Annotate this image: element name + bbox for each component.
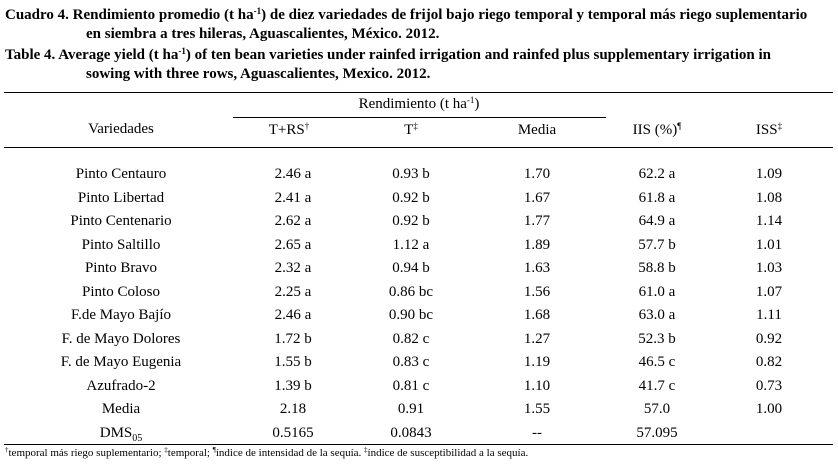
cell-iis: 61.0 a	[638, 283, 676, 300]
cell-t: 0.82 c	[392, 330, 430, 347]
cell-t: 1.12 a	[392, 236, 430, 253]
cell-trs: 2.65 a	[274, 236, 312, 253]
cell-t: 0.92 b	[392, 213, 430, 229]
table-top-rule	[4, 92, 833, 93]
header-bottom-rule	[4, 147, 833, 148]
cell-iis: 64.9 a	[638, 213, 676, 229]
yield-group-rule	[233, 117, 606, 118]
cell-dms-label: $DMS_{05}$	[99, 424, 143, 444]
cell-iis: 63.0 a	[638, 307, 676, 323]
cell-t: 0.92 b	[392, 189, 430, 206]
cell-t: 0.93 b	[392, 166, 430, 182]
table-row	[0, 210, 838, 233]
cell-media: 1.10	[523, 377, 551, 394]
cell-t: 0.90 bc	[388, 307, 434, 323]
cell-variety: F.de Mayo Bajío	[70, 307, 172, 323]
cell-media: 1.77	[523, 213, 551, 229]
caption-es-pre: Rendimiento promedio (t ha	[68, 7, 254, 23]
cell-iss: 1.07	[755, 283, 783, 300]
cell-t: 0.83 c	[392, 354, 430, 370]
cell-iis: 46.5 c	[638, 354, 676, 370]
cell-trs: 2.18	[279, 401, 307, 417]
cell-media: --	[532, 424, 542, 441]
caption-es-label: Cuadro 4.	[5, 7, 69, 23]
cell-iis: 52.3 b	[638, 330, 676, 347]
header-t: T‡	[404, 121, 418, 138]
cell-variety: Media	[101, 401, 141, 417]
cell-media: 1.19	[523, 354, 551, 370]
cell-trs: 2.41 a	[274, 189, 312, 206]
table-row	[0, 375, 838, 398]
table-row	[0, 304, 838, 327]
cell-iss: 1.03	[755, 260, 783, 276]
header-iss: ISS‡	[755, 121, 783, 138]
table-row	[0, 187, 838, 210]
cell-t: 0.0843	[390, 424, 432, 441]
cell-trs: 2.25 a	[274, 283, 312, 300]
cell-iis: 58.8 b	[638, 260, 676, 276]
cell-trs: 1.72 b	[274, 330, 312, 347]
header-yield-group: Rendimiento (t $ha^{-1}$)	[358, 95, 480, 112]
cell-trs: 1.55 b	[274, 354, 312, 370]
table-caption-english	[5, 46, 833, 84]
cell-media: 1.55	[523, 401, 551, 417]
cell-iss: 1.00	[755, 401, 783, 417]
cell-iss: 0.73	[755, 377, 783, 394]
cell-variety: F. de Mayo Eugenia	[60, 354, 182, 370]
caption-en-line2: sowing with three rows, Aguascalientes, Mexico. 2012.	[86, 66, 431, 82]
cell-media: 1.27	[523, 330, 551, 347]
table-row	[0, 351, 838, 374]
cell-variety: Pinto Libertad	[77, 189, 165, 206]
caption-en-pre: Average yield (t ha	[55, 47, 179, 63]
cell-media: 1.68	[523, 307, 551, 323]
cell-media: 1.70	[523, 166, 551, 182]
cell-t: 0.86 bc	[388, 283, 434, 300]
header-media: Media	[517, 122, 557, 138]
cell-trs: 0.5165	[272, 424, 314, 441]
table-footnote: †temporal más riego suplementario; ‡temporal; ¶índice de intensidad de la sequía. ‡índice de susceptibilidad a la sequía.	[5, 446, 529, 459]
caption-es-line1: ) de diez variedades de frijol bajo riego temporal y temporal más riego suplementario	[261, 7, 808, 23]
header-trs: T+RS†	[268, 121, 310, 138]
cell-variety: Azufrado-2	[86, 377, 156, 394]
table-row-mean	[0, 398, 838, 421]
cell-iis: 57.0	[643, 401, 671, 417]
cell-trs: 2.62 a	[274, 213, 312, 229]
cell-iis: 57.095	[636, 424, 678, 441]
cell-variety: Pinto Saltillo	[81, 236, 161, 253]
table-row	[0, 328, 838, 351]
cell-variety: Pinto Centenario	[70, 213, 172, 229]
cell-trs: 2.46 a	[274, 166, 312, 182]
caption-en-label: Table 4.	[5, 47, 56, 63]
cell-iis: 62.2 a	[638, 166, 676, 182]
cell-trs: 1.39 b	[274, 377, 312, 394]
cell-media: 1.63	[523, 260, 551, 276]
cell-variety: Pinto Bravo	[84, 260, 158, 276]
cell-trs: 2.46 a	[274, 307, 312, 323]
cell-t: 0.91	[397, 401, 425, 417]
header-iis: IIS (%)¶	[632, 121, 682, 138]
table-row-dms	[0, 422, 838, 445]
table-row	[0, 234, 838, 257]
cell-trs: 2.32 a	[274, 260, 312, 276]
cell-iis: 57.7 b	[638, 236, 676, 253]
cell-media: 1.56	[523, 283, 551, 300]
caption-es-line2: en siembra a tres hileras, Aguascalientes, México. 2012.	[86, 26, 440, 42]
cell-iss: 1.11	[756, 307, 782, 323]
table-row	[0, 257, 838, 280]
caption-es-sup: -1	[253, 6, 262, 16]
caption-en-line1: ) of ten bean varieties under rainfed irrigation and rainfed plus supplementary irrigation in	[185, 47, 771, 63]
caption-en-sup: -1	[178, 46, 186, 56]
table-row	[0, 281, 838, 304]
cell-variety: F. de Mayo Dolores	[61, 330, 181, 347]
table-row	[0, 163, 838, 186]
table-caption-spanish	[5, 6, 833, 44]
cell-iss: 0.92	[755, 330, 783, 347]
header-varieties: Variedades	[88, 121, 154, 137]
cell-iss: 1.08	[755, 189, 783, 206]
cell-t: 0.94 b	[392, 260, 430, 276]
cell-media: 1.67	[523, 189, 551, 206]
cell-iss: 1.09	[755, 166, 783, 182]
cell-iss: 0.82	[755, 354, 783, 370]
cell-variety: Pinto Centauro	[75, 166, 167, 182]
cell-iss: 1.01	[755, 236, 783, 253]
cell-iss: 1.14	[755, 213, 783, 229]
cell-iis: 61.8 a	[638, 189, 676, 206]
cell-variety: Pinto Coloso	[82, 283, 160, 300]
cell-media: 1.89	[523, 236, 551, 253]
cell-t: 0.81 c	[392, 377, 430, 394]
cell-iis: 41.7 c	[638, 377, 676, 394]
